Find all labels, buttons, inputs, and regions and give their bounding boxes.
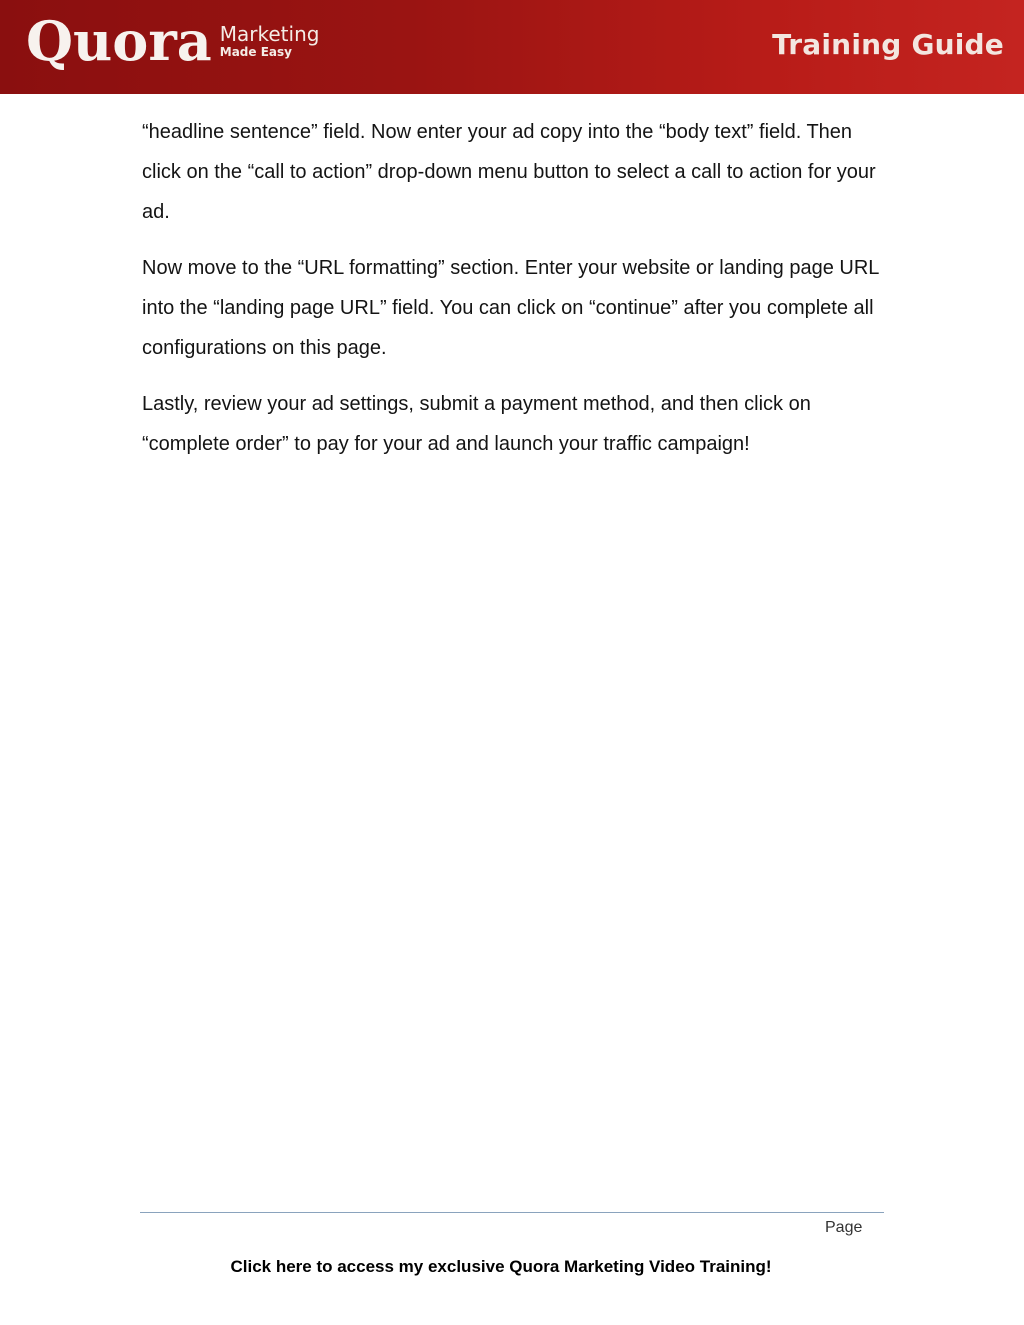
paragraph-headline-body-text: “headline sentence” field. Now enter your ad copy into the “body text” field. Then click on the “call to action” drop-down menu button to select a call to action for your ad. (142, 121, 876, 223)
logo-wordmark: Quora (26, 9, 212, 73)
logo-subtitle (220, 22, 320, 61)
video-training-link[interactable]: Click here to access my exclusive Quora Marketing Video Training! (230, 1257, 772, 1276)
training-guide-title: Training Guide (772, 28, 1004, 61)
paragraph-url-formatting: Now move to the “URL formatting” section. Enter your website or landing page URL into the “landing page URL” field. You can click on “continue” after you complete all configurations on this page. (142, 257, 879, 359)
header-banner (0, 0, 1024, 94)
quora-marketing-logo (26, 9, 320, 73)
logo-marketing-text: Marketing (219, 21, 320, 46)
logo-made-easy-text: Made Easy (219, 44, 292, 59)
footer-divider (140, 1212, 884, 1213)
paragraph-complete-order: Lastly, review your ad settings, submit a payment method, and then click on “complete order” to pay for your ad and launch your traffic campaign! (142, 393, 811, 455)
document-body (142, 112, 882, 480)
page-number-label: Page (825, 1219, 863, 1236)
